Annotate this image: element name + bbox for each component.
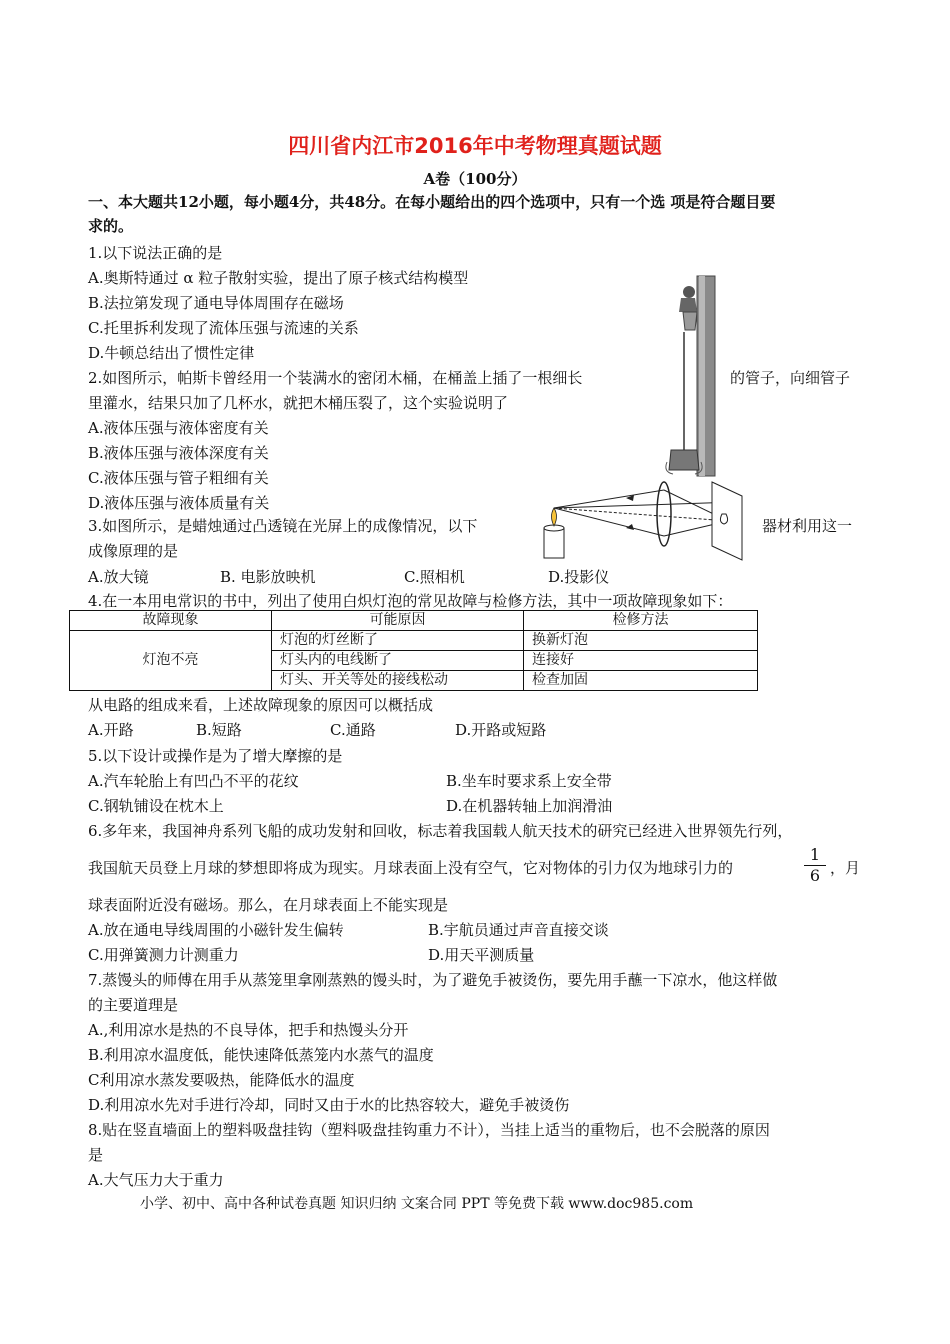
q1-option-b: B.法拉第发现了通电导体周围存在磁场: [88, 294, 344, 312]
q1-option-d: D.牛顿总结出了惯性定律: [88, 344, 255, 362]
cause-cell: 灯泡的灯丝断了: [272, 631, 524, 651]
header-phenomenon: 故障现象: [70, 611, 272, 631]
q8-option-a: A.大气压力大于重力: [88, 1171, 224, 1189]
q1-stem: 1.以下说法正确的是: [88, 244, 223, 262]
q6-line1: 6.多年来，我国神舟系列飞船的成功发射和回收，标志着我国载人航天技术的研究已经进入世界领先行列，: [88, 822, 793, 840]
paper-subtitle: A卷（100分）: [423, 170, 527, 188]
q4-after-text: 从电路的组成来看，上述故障现象的原因可以概括成: [88, 696, 434, 714]
section-instruction-line1: 一、本大题共12小题，每小题4分，共48分。在每小题给出的四个选项中，只有一个选 项是符合题目要: [88, 193, 776, 211]
header-cause: 可能原因: [272, 611, 524, 631]
q3-option-a: A.放大镜: [88, 568, 149, 586]
repair-cell: 检查加固: [524, 671, 758, 691]
q3-stem-line1b: 器材利用这一: [762, 517, 853, 535]
cause-cell: 灯头内的电线断了: [272, 651, 524, 671]
q2-option-b: B.液体压强与液体深度有关: [88, 444, 269, 462]
cause-cell: 灯头、开关等处的接线松动: [272, 671, 524, 691]
pascal-barrel-figure: [645, 272, 725, 482]
q5-option-c: C.钢轨铺设在枕木上: [88, 797, 224, 815]
q2-stem-line1b: 的管子，向细管子: [730, 369, 851, 387]
page-title: 四川省内江市2016年中考物理真题试题: [288, 134, 662, 158]
q6-option-d: D.用天平测质量: [428, 946, 535, 964]
convex-lens-figure: [536, 476, 758, 562]
q3-option-b: B. 电影放映机: [220, 568, 316, 586]
q6-line2b: ，月: [830, 859, 861, 877]
q3-stem-line2: 成像原理的是: [88, 542, 179, 560]
q4-stem: 4.在一本用电常识的书中，列出了使用白炽灯泡的常见故障与检修方法，其中一项故障现象如下：: [88, 592, 733, 610]
fault-table: [69, 610, 758, 691]
q5-option-a: A.汽车轮胎上有凹凸不平的花纹: [88, 772, 299, 790]
repair-cell: 换新灯泡: [524, 631, 758, 651]
q7-line2: 的主要道理是: [88, 996, 179, 1014]
q3-stem-line1a: 3.如图所示，是蜡烛通过凸透镜在光屏上的成像情况，以下: [88, 517, 478, 535]
q5-option-d: D.在机器转轴上加润滑油: [446, 797, 613, 815]
q8-line1: 8.贴在竖直墙面上的塑料吸盘挂钩（塑料吸盘挂钩重力不计），当挂上适当的重物后，也不会脱落的原因: [88, 1121, 770, 1139]
q4-option-a: A.开路: [88, 721, 134, 739]
q7-option-d: D.利用凉水先对手进行冷却，同时又由于水的比热容较大，避免手被烫伤: [88, 1096, 570, 1114]
phenomenon-cell: 灯泡不亮: [70, 631, 272, 691]
q6-line3: 球表面附近没有磁场。那么，在月球表面上不能实现是: [88, 896, 449, 914]
q7-option-c: C利用凉水蒸发要吸热，能降低水的温度: [88, 1071, 355, 1089]
q6-option-b: B.宇航员通过声音直接交谈: [428, 921, 609, 939]
q5-option-b: B.坐车时要求系上安全带: [446, 772, 612, 790]
q2-stem-line2: 里灌水，结果只加了几杯水，就把木桶压裂了，这个实验说明了: [88, 394, 509, 412]
q7-line1: 7.蒸馒头的师傅在用手从蒸笼里拿刚蒸熟的馒头时，为了避免手被烫伤，要先用手蘸一下凉水，他这样做: [88, 971, 778, 989]
q2-stem-line1a: 2.如图所示，帕斯卡曾经用一个装满水的密闭木桶，在桶盖上插了一根细长: [88, 369, 583, 387]
q2-option-c: C.液体压强与管子粗细有关: [88, 469, 269, 487]
q3-option-c: C.照相机: [404, 568, 465, 586]
header-repair: 检修方法: [524, 611, 758, 631]
table-header-row: [70, 611, 758, 631]
section-instruction-line2: 求的。: [88, 217, 134, 235]
q1-option-a: A.奥斯特通过 α 粒子散射实验，提出了原子核式结构模型: [88, 269, 469, 287]
q2-option-a: A.液体压强与液体密度有关: [88, 419, 269, 437]
q1-option-c: C.托里拆利发现了流体压强与流速的关系: [88, 319, 359, 337]
q6-option-a: A.放在通电导线周围的小磁针发生偏转: [88, 921, 344, 939]
q2-option-d: D.液体压强与液体质量有关: [88, 494, 270, 512]
q6-line2a: 我国航天员登上月球的梦想即将成为现实。月球表面上没有空气，它对物体的引力仅为地球引力的: [88, 859, 734, 877]
q4-option-c: C.通路: [330, 721, 376, 739]
page-footer: 小学、初中、高中各种试卷真题 知识归纳 文案合同 PPT 等免费下载 www.doc985.com: [140, 1196, 694, 1212]
q3-option-d: D.投影仪: [548, 568, 610, 586]
repair-cell: 连接好: [524, 651, 758, 671]
q5-stem: 5.以下设计或操作是为了增大摩擦的是: [88, 747, 343, 765]
fraction-denominator: 6: [809, 866, 821, 885]
q4-option-d: D.开路或短路: [455, 721, 547, 739]
table-row: [70, 631, 758, 651]
one-sixth-fraction: [804, 846, 826, 885]
q4-option-b: B.短路: [196, 721, 242, 739]
q8-line2: 是: [88, 1146, 104, 1164]
q7-option-b: B.利用凉水温度低，能快速降低蒸笼内水蒸气的温度: [88, 1046, 434, 1064]
fraction-numerator: 1: [809, 845, 821, 864]
q7-option-a: A.,利用凉水是热的不良导体，把手和热馒头分开: [88, 1021, 409, 1039]
q6-option-c: C.用弹簧测力计测重力: [88, 946, 239, 964]
